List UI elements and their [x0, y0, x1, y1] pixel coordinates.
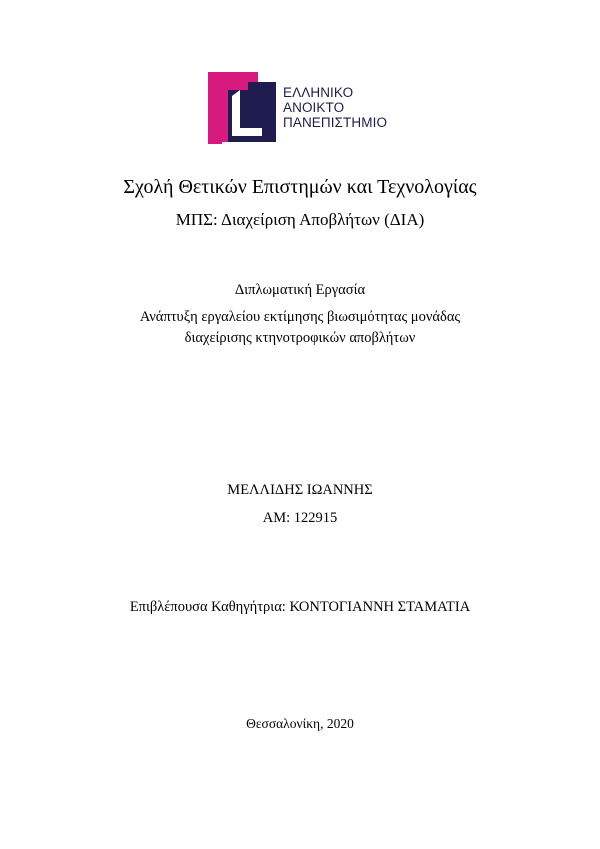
logo-line-1: ΕΛΛΗΝΙΚΟ: [283, 85, 354, 100]
logo-line-3: ΠΑΝΕΠΙΣΤΗΜΙΟ: [283, 115, 388, 130]
author-name: ΜΕΛΛΙΔΗΣ ΙΩΑΝΝΗΣ: [227, 482, 373, 498]
university-name: [283, 85, 387, 130]
thesis-title-line-2: διαχείρισης κτηνοτροφικών αποβλήτων: [184, 330, 416, 346]
university-logo: [208, 72, 408, 144]
supervisor: Επιβλέπουσα Καθηγήτρια: ΚΟΝΤΟΓΙΑΝΝΗ ΣΤΑΜΑΤΙΑ: [129, 599, 471, 615]
student-id: ΑΜ: 122915: [262, 510, 338, 526]
school-name: Σχολή Θετικών Επιστημών και Τεχνολογίας: [123, 176, 477, 198]
thesis-type: Διπλωματική Εργασία: [234, 282, 366, 298]
thesis-title-line-1: Ανάπτυξη εργαλείου εκτίμησης βιωσιμότητας μονάδας: [139, 309, 461, 325]
university-emblem-icon: [208, 72, 280, 144]
logo-line-2: ΑΝΟΙΚΤΟ: [283, 100, 345, 115]
place-date: Θεσσαλονίκη, 2020: [246, 716, 354, 731]
program-name: ΜΠΣ: Διαχείριση Αποβλήτων (ΔΙΑ): [175, 210, 425, 229]
